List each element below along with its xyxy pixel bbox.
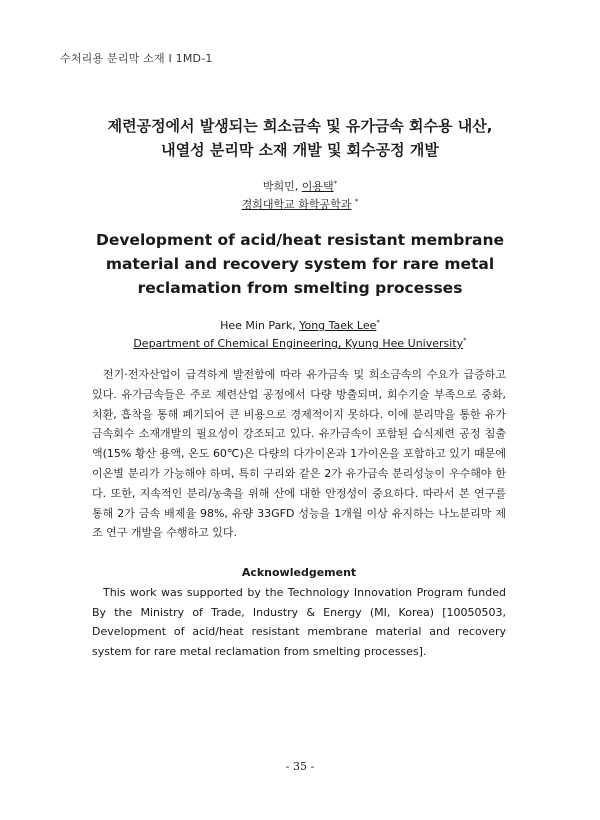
korean-corresponding-author: 이용택	[301, 180, 334, 193]
english-affiliation-line	[40, 335, 560, 353]
english-author-names: Hee Min Park,	[220, 319, 300, 332]
page-number: - 35 -	[285, 760, 315, 773]
korean-title-line-1: 제련공정에서 발생되는 희소금속 및 유가금속 회수용 내산,	[107, 117, 493, 135]
korean-affiliation-line	[40, 196, 560, 214]
korean-authors	[40, 178, 560, 214]
english-corresponding-mark: *	[376, 318, 380, 327]
english-title: Development of acid/heat resistant membrane material and recovery system for rare metal reclamation from smelting processes	[95, 231, 505, 297]
english-affiliation: Department of Chemical Engineering, Kyung Hee University	[133, 337, 464, 350]
korean-corresponding-mark: *	[333, 179, 338, 188]
korean-title	[40, 114, 560, 162]
english-affiliation-mark: *	[463, 336, 467, 345]
korean-author-names: 박희민,	[262, 180, 302, 193]
korean-affiliation: 경희대학교 화학공학과	[241, 198, 352, 211]
running-header: 수처리용 분리막 소재 Ⅰ 1MD-1	[60, 52, 213, 65]
korean-affiliation-mark: *	[354, 197, 359, 206]
abstract-body: 전기·전자산업이 급격하게 발전함에 따라 유가금속 및 희소금속의 수요가 급증하고 있다. 유가금속들은 주로 제련산업 공정에서 다량 방출되며, 회수기술 부족으로 중화, 치환, 흡착을 통해 폐기되어 큰 비용으로 경제적이지 못하다. 이에 분리막을 통한 유가금속회수 소재개발의 필요성이 강조되고 있다. 유가금속이 포함된 습식제련 공정 침출액(15% 황산 용액, 온도 60℃)은 다량의 다가이온과 1가이온을 포함하고 있기 때문에 이온별 분리가 가능해야 하며, 특히 구리와 같은 2가 유가금속 분리성능이 우수해야 한다. 또한, 지속적인 분리/농축을 위해 산에 대한 안정성이 중요하다. 따라서 본 연구를 통해 2가 금속 배제율 98%, 유량 33GFD 성능을 1개월 이상 유지하는 나노분리막 제조 연구 개발을 수행하고 있다.	[92, 368, 506, 540]
korean-title-line-2: 내열성 분리막 소재 개발 및 회수공정 개발	[161, 141, 439, 159]
english-author-line	[40, 317, 560, 335]
korean-author-line	[40, 178, 560, 196]
english-corresponding-author: Yong Taek Lee	[299, 319, 377, 332]
acknowledgement-heading: Acknowledgement	[241, 566, 357, 579]
english-authors	[40, 317, 560, 353]
acknowledgement-body: This work was supported by the Technology Innovation Program funded By the Ministry of Trade, Industry & Energy (MI, Korea) [10050503, Development of acid/heat resistant membrane material and recovery system for rare metal reclamation from smelting processes].	[92, 586, 506, 658]
